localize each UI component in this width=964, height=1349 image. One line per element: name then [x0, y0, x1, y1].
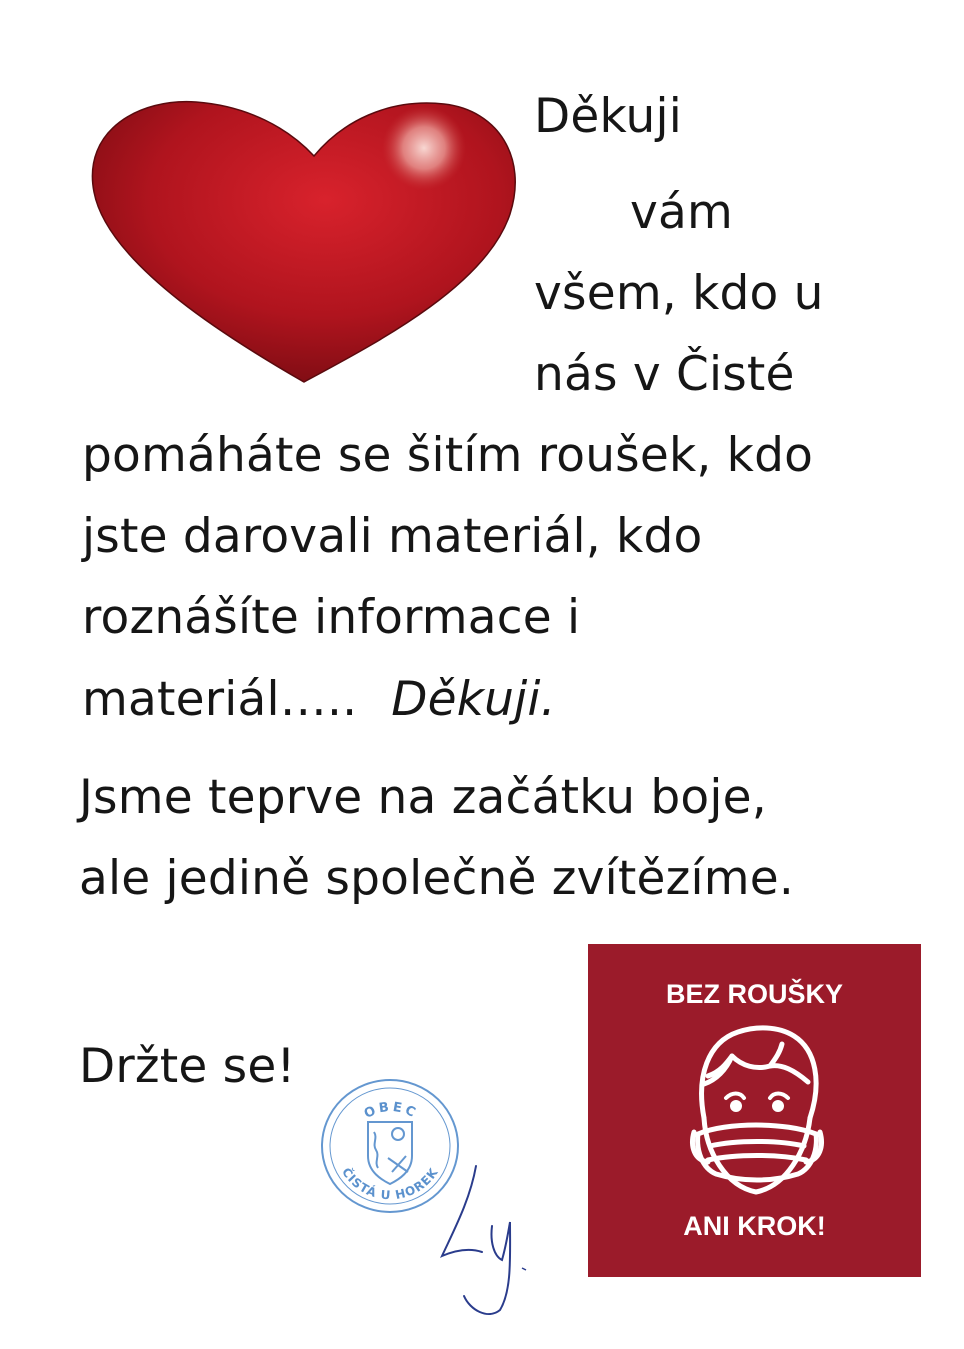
- thanks-line-5: pomáháte se šitím roušek, kdo: [82, 428, 814, 483]
- thanks-line-1: Děkuji: [534, 89, 682, 144]
- face-mask-icon: [686, 1022, 826, 1202]
- mask-sign: [588, 944, 921, 1277]
- sign-top-label: BEZ ROUŠKY: [665, 979, 844, 1009]
- thanks-italic: Děkuji.: [391, 672, 556, 727]
- fight-line-1: Jsme teprve na začátku boje,: [79, 770, 767, 825]
- closing-text: Držte se!: [79, 1039, 296, 1094]
- stamp-top-text: OBEC: [361, 1099, 421, 1122]
- stamp-bottom-text: ČISTÁ U HOREK: [338, 1165, 442, 1203]
- thanks-line-2: vám: [630, 185, 733, 240]
- thanks-line-3: všem, kdo u: [534, 266, 824, 321]
- sign-bottom-label: ANI KROK!: [683, 1211, 826, 1241]
- thanks-line-8: [82, 672, 556, 728]
- handwritten-signature: [430, 1160, 540, 1320]
- heart-icon: [88, 96, 520, 386]
- thanks-line-6: jste darovali materiál, kdo: [82, 509, 703, 564]
- thanks-line-4: nás v Čisté: [534, 347, 795, 402]
- thanks-line-7: roznášíte informace i: [82, 590, 581, 645]
- thanks-line-8-text: materiál…..: [82, 672, 358, 727]
- svg-text:OBEC: [362, 1100, 420, 1122]
- fight-line-2: ale jedině společně zvítězíme.: [79, 851, 795, 906]
